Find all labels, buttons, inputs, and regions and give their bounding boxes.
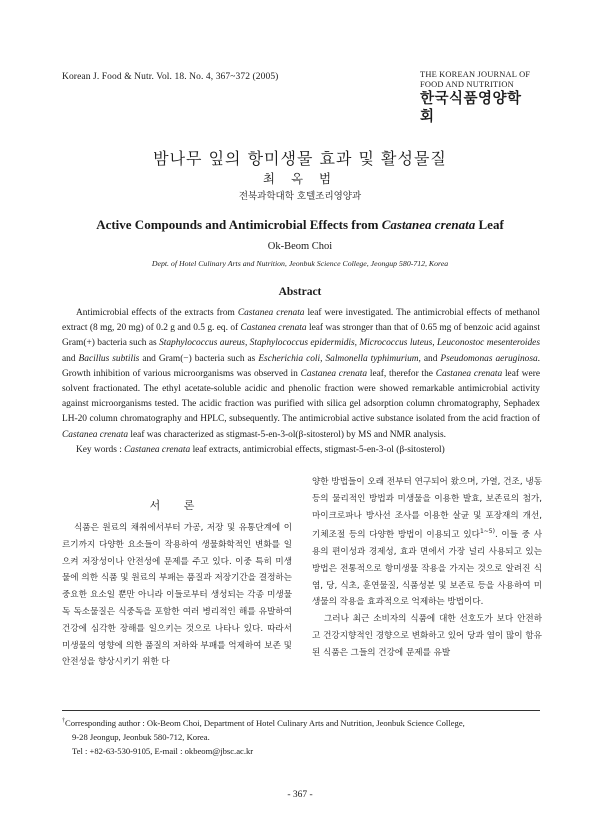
- corresponding-author-footnote: [62, 714, 540, 758]
- citation-reference: 1~5): [479, 528, 495, 536]
- body-paragraph: 양한 방법들이 오래 전부터 연구되어 왔으며, 가열, 건조, 냉동 등의 물리적인 방법과 미생물을 이용한 발효, 보존료의 첨가, 마이크로파나 방사선 조사를 이용한 살균 및 포장재의 개선, 기체조절 등의 다양한 방법이 이용되고 있다$^{1\sim 5)}$. 이들 중 사용의 편이성과 경제성, 효과 면에서 가장 널리 사용되고 있는 방법은 전통적으로 항미생물 작용을 가지는 것으로 알려진 식염, 당, 식초, 훈연물질, 식품성분 및 보존료 등을 사용하여 미생물의 작용을 효과적으로 억제하는 방법이다.: [312, 477, 542, 608]
- footnote-line: 9-28 Jeongup, Jeonbuk 580-712, Korea.: [72, 731, 210, 742]
- journal-brand-line1: THE KOREAN JOURNAL OF: [420, 70, 531, 79]
- footnote-line: Tel : +82-63-530-9105, E-mail : okbeom@jbsc.ac.kr: [72, 745, 254, 756]
- page-number: - 367 -: [287, 790, 313, 800]
- footnote-marker: †: [62, 718, 65, 724]
- body-paragraph: 식품은 원료의 채취에서부터 가공, 저장 및 유통단계에 이르기까지 다양한 요소들이 작용하여 생물화학적인 변화를 일으켜 저장성이나 안전성에 문제를 주고 있다. 이중 특히 미생물에 의한 식품 및 원료의 부패는 품질과 저장기간을 결정하는 중요한 요소일 뿐만 아니라 이들로부터 생성되는 각종 미생물독 독소물질은 식중독을 포함한 여러 병리적인 해를 유발하여 건강에 심각한 장해를 일으키는 것으로 나타나 있다. 따라서 미생물의 영향에 의한 품질의 저하와 부패를 억제하여 보존 및 안전성을 향상시키기 위한 다: [62, 523, 292, 668]
- journal-reference: Korean J. Food & Nutr. Vol. 18. No. 4, 367~372 (2005): [62, 72, 279, 82]
- journal-brand-line2: FOOD AND NUTRITION: [420, 80, 514, 89]
- journal-brand-korean: 한국식품영양학회: [420, 91, 522, 125]
- journal-brand: [420, 70, 532, 126]
- footnote-line: †Corresponding author : Ok-Beom Choi, Department of Hotel Culinary Arts and Nutrition, Jeonbuk Science College,: [62, 717, 465, 728]
- affiliation-korean: 전북과학대학 호텔조리영양과: [238, 191, 362, 202]
- body-left-column: [62, 498, 292, 671]
- body-paragraph: 그러나 최근 소비자의 식품에 대한 선호도가 보다 안전하고 건강지향적인 경향으로 변화하고 있어 당과 염이 많이 함유된 식품은 그들의 건강에 문제를 유발: [312, 614, 542, 658]
- body-right-column: [312, 474, 542, 662]
- section-heading-introduction: 서 론: [149, 499, 205, 512]
- title-korean: 밤나무 잎의 항미생물 효과 및 활성물질: [153, 149, 447, 168]
- title-english: Active Compounds and Antimicrobial Effects from Castanea crenata Leaf: [96, 217, 504, 232]
- keywords: Key words : Castanea crenata leaf extracts, antimicrobial effects, stigmast-5-en-3-ol (β-sitosterol): [76, 444, 445, 455]
- author-english: Ok-Beom Choi: [267, 241, 333, 252]
- footnote-divider: [62, 710, 540, 711]
- abstract-body: [62, 306, 540, 458]
- affiliation-english: Dept. of Hotel Culinary Arts and Nutrition, Jeonbuk Science College, Jeongup 580-712, Korea: [151, 259, 449, 268]
- abstract-heading: Abstract: [278, 286, 322, 298]
- author-korean: 최 옥 범: [262, 171, 338, 186]
- abstract-paragraph: Antimicrobial effects of the extracts from Castanea crenata leaf were investigated. The antimicrobial effects of methanol extract (8 mg, 20 mg) of 0.2 g and 0.5 g. eq. of Castanea crenata leaf was stronger than that of 0.65 mg of benzoic acid against Gram(+) bacteria such as Staphylococcus aureus, Staphylococcus epidermidis, Micrococcus luteus, Leuconostoc mesenteroides and Bacillus subtilis and Gram(−) bacteria such as Escherichia coli, Salmonella typhimurium, and Pseudomonas aeruginosa. Growth inhibition of various microorganisms was observed in Castanea crenata leaf, therefor the Castanea crenata leaf were solvent fractionated. The ethyl acetate-soluble acidic and phenolic fraction were showed remarkable antimicrobial activity against microorganisms tested. The acidic fraction was purified with silica gel adsorption column chromatography, Sephadex LH-20 column chromatography and HPLC, subsequently. The antimicrobial active substance isolated from the acid fraction of Castanea crenata leaf was characterized as stigmast-5-en-3-ol(β-sitosterol) by MS and NMR analysis.: [62, 308, 540, 440]
